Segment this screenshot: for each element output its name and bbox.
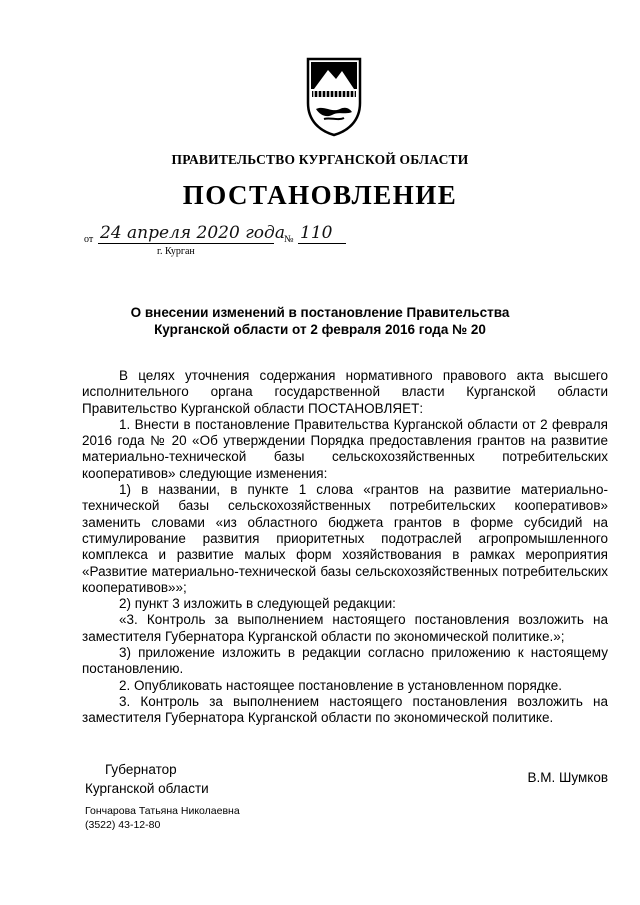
executor-phone: (3522) 43-12-80	[85, 819, 161, 831]
paragraph: 1. Внести в постановление Правительства Курганской области от 2 февраля 2016 года № 20 «Об утверждении Порядка предоставления грантов на развитие материально-технической базы сельскохозяйственных потребительских кооперативов» следующие изменения:	[82, 416, 608, 481]
document-title	[80, 304, 560, 338]
position-line: Губернатор	[105, 762, 177, 777]
paragraph: 3) приложение изложить в редакции согласно приложению к настоящему постановлению.	[82, 645, 608, 677]
number-underline	[298, 243, 346, 244]
position-line: Курганской области	[85, 781, 209, 796]
paragraph: 1) в названии, в пункте 1 слова «грантов на развитие материально-технической базы сельскохозяйственных потребительских кооперативов» заменить словами «из областного бюджета грантов в форме субсидий на стимулирование развития приоритетных подотраслей агропромышленного комплекса и развитие малых форм хозяйствования в рамках мероприятия «Развитие материально-технической базы сельскохозяйственных потребительских кооперативов»»;	[82, 482, 608, 595]
paragraph: В целях уточнения содержания нормативного правового акта высшего исполнительного органа государственной власти Курганской области Правительство Курганской области ПОСТАНОВЛЯЕТ:	[82, 368, 608, 416]
executor-name: Гончарова Татьяна Николаевна	[85, 805, 240, 817]
coat-of-arms-emblem	[304, 55, 364, 137]
signatory-name: В.М. Шумков	[527, 770, 608, 785]
document-body	[82, 368, 608, 727]
handwritten-number: 110	[300, 223, 333, 243]
executor-info	[85, 804, 240, 832]
paragraph: «3. Контроль за выполнением настоящего постановления возложить на заместителя Губернатора Курганской области по экономической политике.»;	[82, 612, 608, 644]
paragraph: 2) пункт 3 изложить в следующей редакции:	[119, 596, 396, 612]
title-line: О внесении изменений в постановление Правительства	[130, 305, 510, 320]
date-prefix: от	[84, 234, 94, 245]
number-prefix: №	[284, 234, 294, 245]
document-type: ПОСТАНОВЛЕНИЕ	[182, 180, 458, 210]
paragraph: 2. Опубликовать настоящее постановление в установленном порядке.	[119, 677, 563, 693]
city-name: г. Курган	[157, 246, 195, 257]
signatory-position	[85, 760, 209, 798]
paragraph: 3. Контроль за выполнением настоящего постановления возложить на заместителя Губернатора Курганской области по экономической политике.	[82, 693, 608, 726]
date-underline	[98, 243, 274, 244]
government-name: ПРАВИТЕЛЬСТВО КУРГАНСКОЙ ОБЛАСТИ	[171, 152, 469, 167]
title-line: Курганской области от 2 февраля 2016 года № 20	[154, 322, 486, 337]
handwritten-date: 24 апреля 2020 года	[100, 223, 285, 243]
